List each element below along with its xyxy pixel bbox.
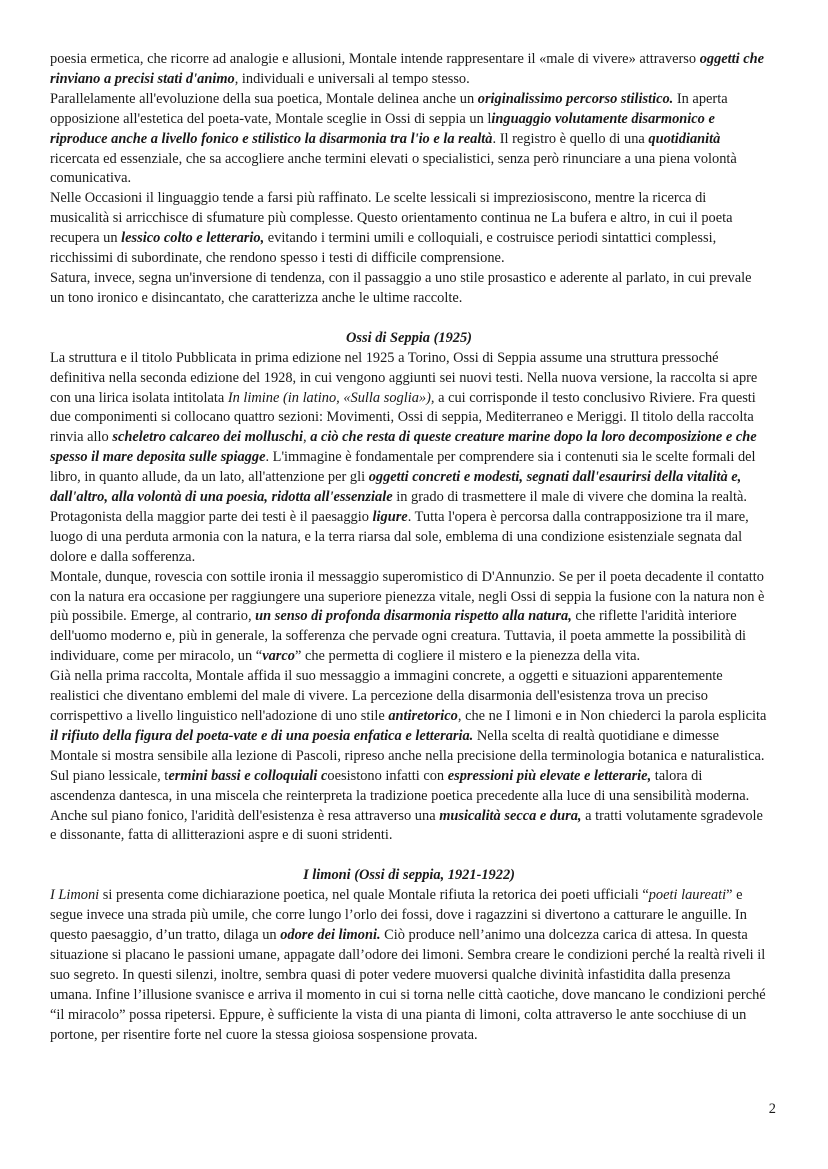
emphasis: ermini bassi e colloquiali c [168, 767, 328, 784]
text: ricercata ed essenziale, che sa accogliere anche termini elevati o specialistici, senza però rinunciare a una piena volontà comunicativa. [50, 150, 737, 187]
text: . Il registro è quello di una [492, 130, 649, 147]
emphasis: inguaggio volutamente disarmonico e riproduce anche a livello fonico e stilistico la disarmonia tra l'io e la realtà [50, 110, 715, 147]
emphasis: scheletro calcareo dei molluschi [112, 429, 303, 446]
text: , che ne I limoni e in Non chiederci la parola esplicita [457, 708, 767, 724]
text: a cui corrisponde il testo conclusivo Riviere. Fra questi due componimenti si collocano quattro sezioni: Movimenti, Ossi di seppia, Mediterraneo e Meriggi. Il titolo della raccolta rinvia allo [50, 389, 756, 446]
emphasis: il rifiuto della figura del poeta-vate e di una poesia enfatica e letteraria. [50, 727, 474, 744]
text: Montale, dunque, rovescia con sottile ironia il messaggio superomistico di D'Annunzio. Se per il poeta decadente il contatto con la natura era occasione per raggiungere una superiore pienezza vitale, negli Ossi di seppia la fusione con la natura non è più possibile. Emerge, al contrario, [50, 568, 765, 625]
text: in grado di trasmettere il male di vivere che domina la realtà. [392, 489, 748, 506]
text: ” e segue invece una strada più umile, che corre lungo l’orlo dei fossi, dove i ragazzini si divertono a catturare le anguille. In questo paesaggio, d’un tratto, dilaga un [50, 887, 747, 944]
text: che riflette l'aridità interiore dell'uomo moderno e, più in generale, la sofferenza che pervade ogni creatura. Tuttavia, il poeta ammette la possibilità di individuare, come per miracolo, un “ [50, 608, 747, 665]
emphasis: ligure [372, 508, 408, 525]
text: Parallelamente all'evoluzione della sua poetica, Montale delinea anche un [50, 90, 478, 107]
italic-text: poeti laureati [648, 887, 727, 904]
text: Protagonista della maggior parte dei testi è il paesaggio [50, 508, 373, 525]
text: . L'immagine è fondamentale per comprendere sia i contenuti sia le scelte formali del libro, in quanto allude, da un lato, all'attenzione per gli [50, 449, 756, 486]
text: evitando i termini umili e colloquiali, e costruisce periodi sintattici complessi, ricchissimi di subordinate, che rendono spesso i testi di difficile comprensione. [50, 230, 717, 267]
paragraph [50, 508, 768, 568]
paragraph [50, 90, 768, 190]
text: Nelle Occasioni il linguaggio tende a farsi più raffinato. Le scelte lessicali si impreziosiscono, mentre la ricerca di musicalità si arricchisce di sfumature più complesse. Questo orientamento continua ne La bufera e altro, in cui il poeta recupera un [50, 190, 733, 247]
spacer [50, 846, 768, 866]
emphasis: lessico colto e letterario, [121, 230, 265, 247]
paragraph [50, 349, 768, 508]
text: , individuali e universali al tempo stesso. [234, 70, 470, 87]
text: a tratti volutamente sgradevole e dissonante, fatta di allitterazioni aspre e di suoni stridenti. [50, 807, 763, 844]
text: si presenta come dichiarazione poetica, nel quale Montale rifiuta la retorica dei poeti ufficiali “ [99, 887, 649, 904]
text: . Tutta l'opera è percorsa dalla contrapposizione tra il mare, luogo di una perduta armonia con la natura, e la terra riarsa dal sole, emblema di una condizione esistenziale segnata dal dolore e dalla sofferenza. [50, 508, 749, 565]
text: Ciò produce nell’animo una dolcezza carica di attesa. In questa situazione si placano le passioni umane, appagate dall’odore dei limoni. Sembra creare le condizioni perché la realtà riveli il suo segreto. In questi silenzi, inoltre, sembra quasi di poter vedere muoversi qualche divinità infastidita dalla presenza umana. Infine l’illusione svanisce e arriva il momento in cui si torna nelle città caotiche, dove mancano le condizioni perché “il miracolo” possa ripetersi. Eppure, è sufficiente la vista di una pianta di limoni, colta attraverso le ante socchiuse di un portone, per risentire forte nel cuore la stessa gioiosa sospensione provata. [50, 927, 766, 1043]
text: , [303, 429, 311, 446]
paragraph [50, 50, 768, 90]
paragraph [50, 667, 768, 846]
text: In aperta opposizione all'estetica del poeta-vate, Montale sceglie in Ossi di seppia un l [50, 90, 728, 127]
text: La struttura e il titolo Pubblicata in prima edizione nel 1925 a Torino, Ossi di Seppia assume una struttura pressoché definitiva nella seconda edizione del 1928, in cui vengono aggiunti sei nuovi testi. Nella nuova versione, la raccolta si apre con una lirica isolata intitolata [50, 349, 758, 406]
paragraph [50, 568, 768, 668]
emphasis: oggetti che rinviano a precisi stati d'animo [50, 51, 765, 87]
emphasis: quotidianità [648, 130, 721, 147]
emphasis: odore dei limoni. [280, 927, 381, 944]
italic-text: In limine (in latino, «Sulla soglia»), [227, 389, 435, 406]
text: ” che permetta di cogliere il mistero e la pienezza della vita. [294, 648, 641, 665]
emphasis: originalissimo percorso stilistico. [477, 90, 674, 107]
italic-text: I Limoni [50, 887, 100, 904]
text: talora di ascendenza dantesca, in una miscela che reinterpreta la tradizione poetica precedente alla luce di una sensibilità moderna. Anche sul piano fonico, l'aridità dell'esistenza è resa attraverso una [50, 767, 750, 824]
emphasis: a ciò che resta di queste creature marine dopo la loro decomposizione e che spesso il mare deposita sulle spiagge [50, 429, 757, 466]
paragraph [50, 886, 768, 1045]
paragraph: Satura, invece, segna un'inversione di tendenza, con il passaggio a uno stile prosastico e aderente al parlato, in cui prevale un tono ironico e disincantato, che caratterizza anche le ultime raccolte. [50, 269, 752, 306]
text: oesistono infatti con [327, 767, 448, 784]
emphasis: espressioni più elevate e letterarie, [447, 767, 652, 784]
text: Già nella prima raccolta, Montale affida il suo messaggio a immagini concrete, a oggetti e situazioni apparentemente realistici che diventano emblemi del male di vivere. La percezione della disarmonia dell'esistenza trova un preciso corrispettivo a livello linguistico nell'adozione di uno stile [50, 668, 723, 724]
emphasis: un senso di profonda disarmonia rispetto alla natura, [255, 608, 572, 625]
emphasis: antiretorico [388, 708, 458, 724]
spacer [50, 309, 768, 329]
page-number: 2 [768, 1101, 776, 1117]
text: Nella scelta di realtà quotidiane e dimesse Montale si mostra sensibile alla lezione di Pascoli, ripreso anche nella precisione della terminologia botanica e naturalistica. Sul piano lessicale, t [50, 727, 765, 784]
paragraph [50, 189, 768, 269]
section-title: Ossi di Seppia (1925) [346, 329, 472, 346]
emphasis: musicalità secca e dura, [439, 807, 582, 824]
text: poesia ermetica, che ricorre ad analogie e allusioni, Montale intende rappresentare il «male di vivere» attraverso [50, 51, 700, 67]
emphasis: varco [262, 648, 295, 665]
section-title: I limoni (Ossi di seppia, 1921-1922) [303, 867, 515, 884]
emphasis: oggetti concreti e modesti, segnati dall'esaurirsi della vitalità e, dall'altro, alla volontà di una poesia, ridotta all'essenziale [50, 469, 742, 506]
